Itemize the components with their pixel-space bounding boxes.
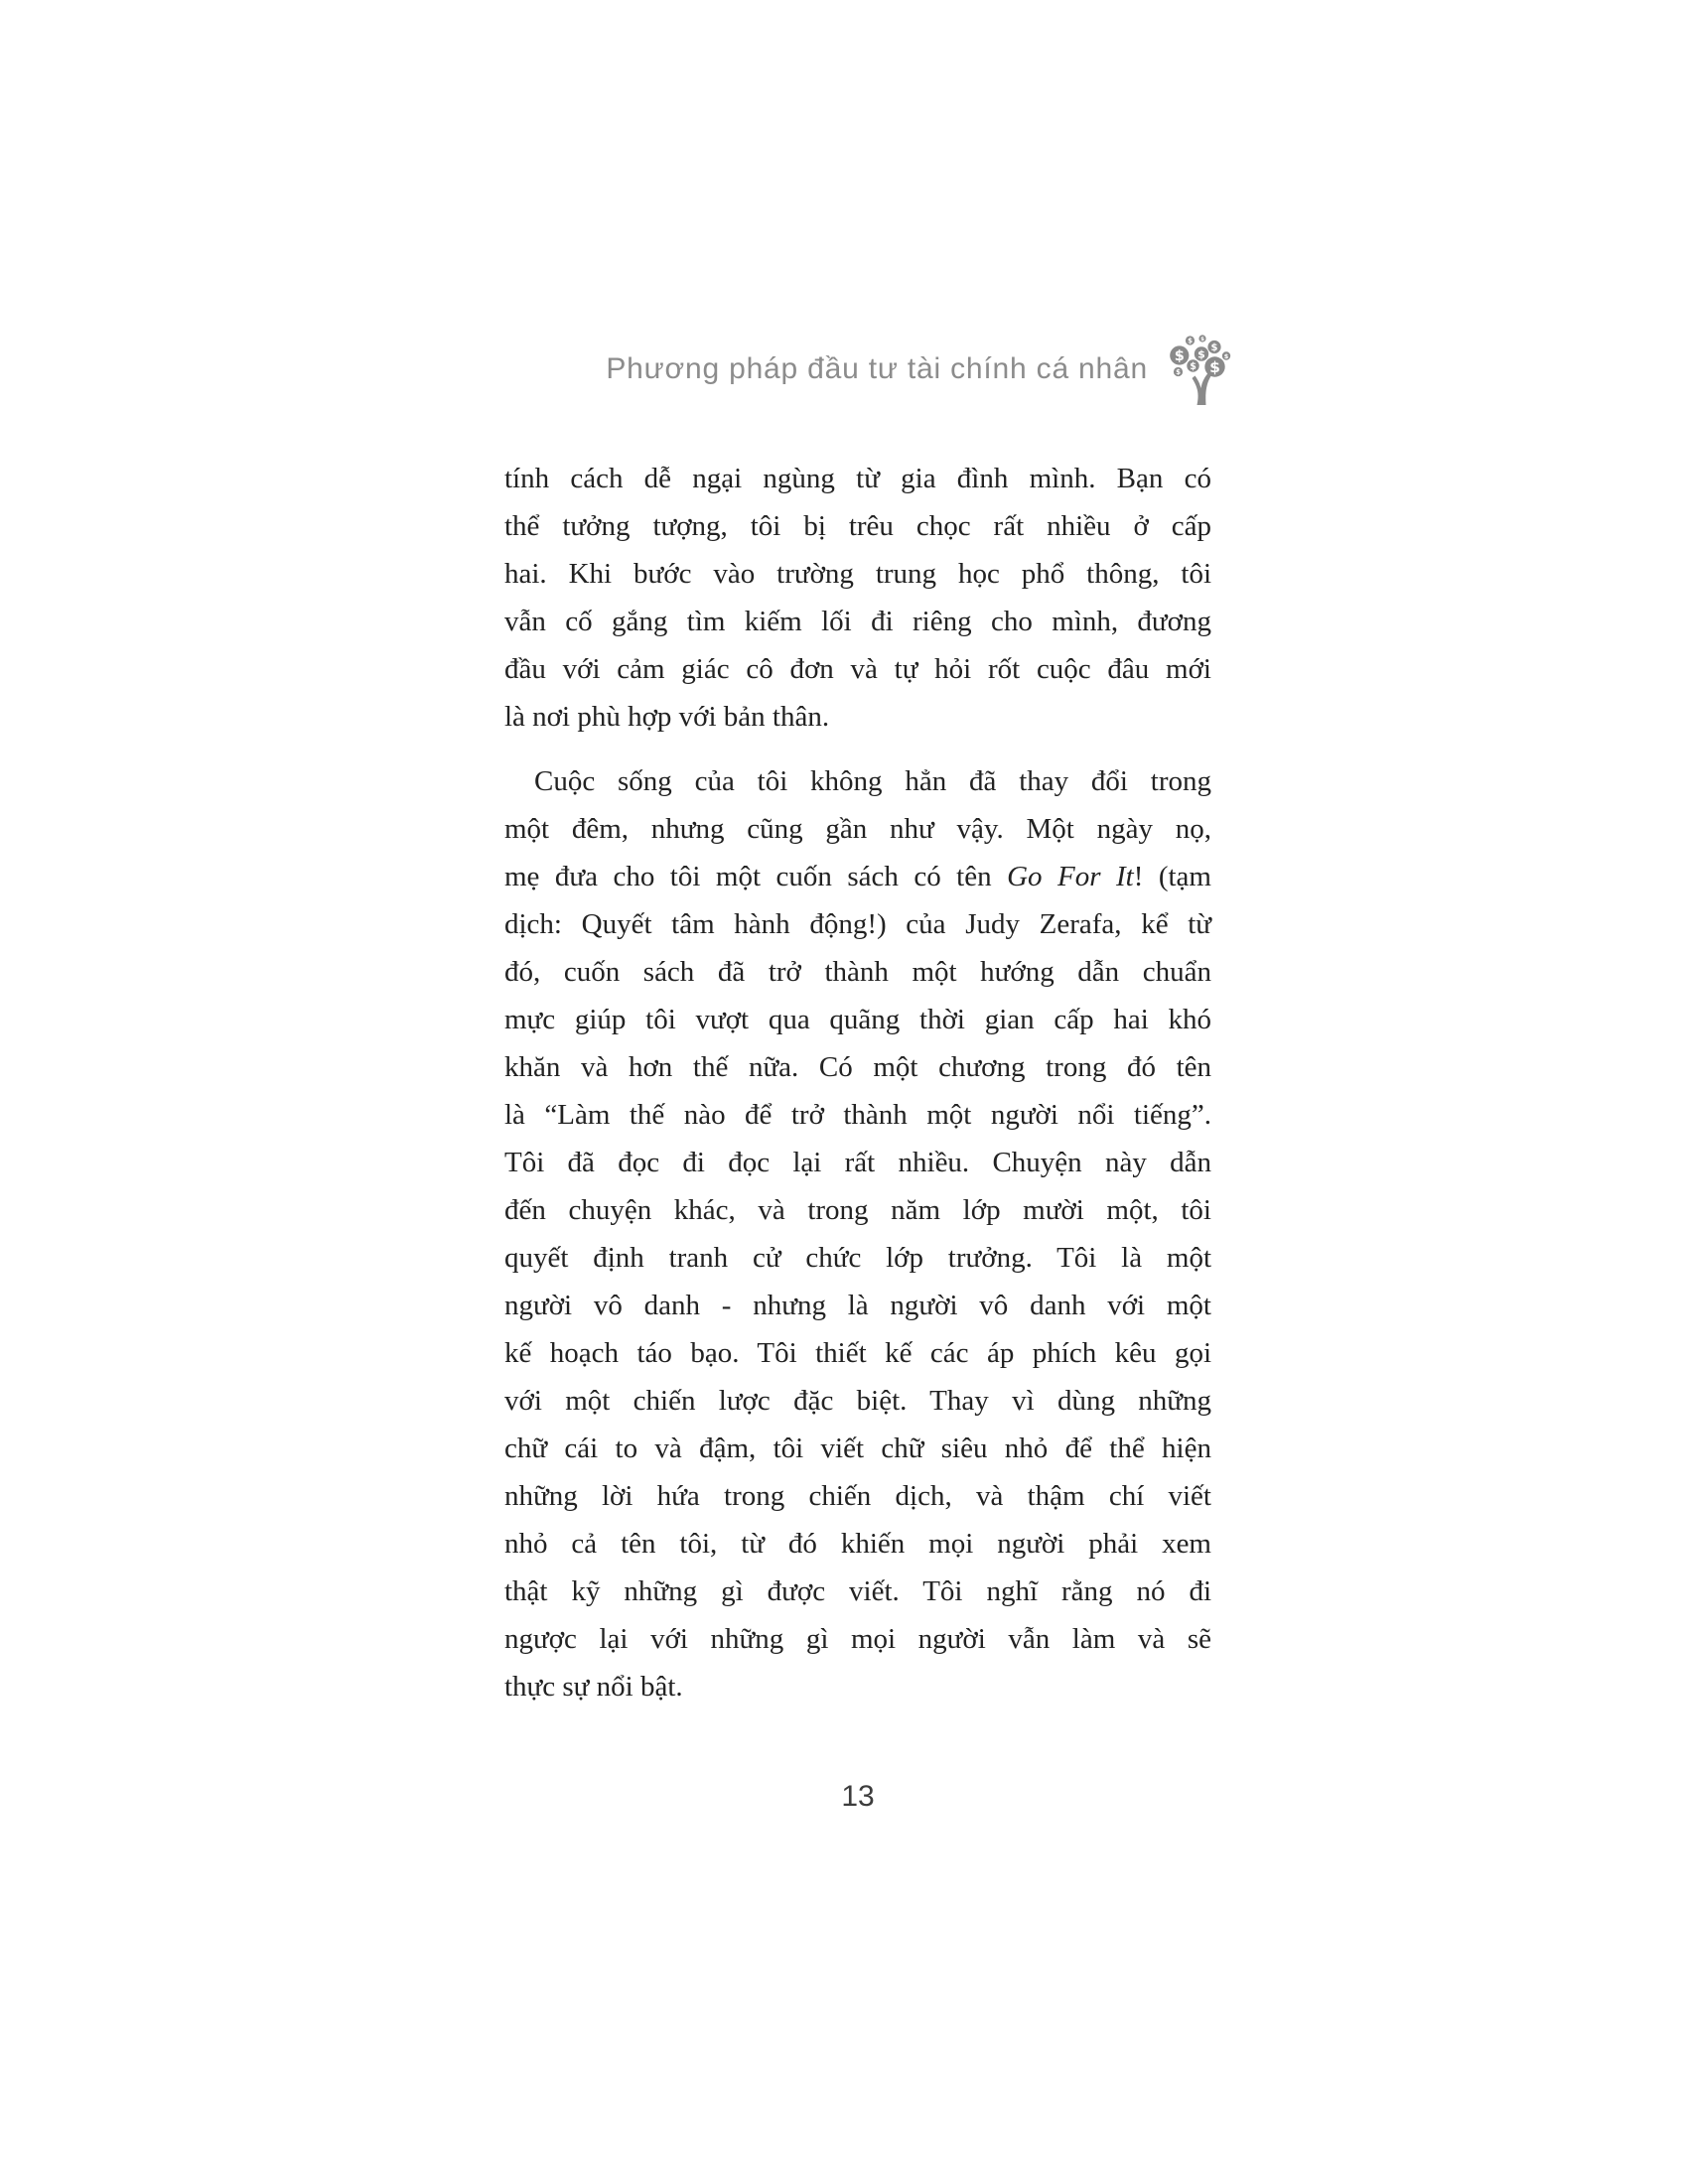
text-line: những lời hứa trong chiến dịch, và thậm chí viết — [504, 1480, 1211, 1512]
text-line: đến chuyện khác, và trong năm lớp mười một, tôi — [504, 1194, 1211, 1226]
text-line: khăn và hơn thế nữa. Có một chương trong đó tên — [504, 1051, 1211, 1083]
text-line: là nơi phù hợp với bản thân. — [504, 701, 830, 733]
text-line: tính cách dễ ngại ngùng từ gia đình mình. Bạn có — [504, 463, 1211, 494]
text-line: dịch: Quyết tâm hành động!) của Judy Zerafa, kể từ — [504, 908, 1211, 940]
money-tree-icon — [1170, 334, 1233, 405]
running-head-title: Phương pháp đầu tư tài chính cá nhân — [606, 352, 1148, 385]
text-line: đó, cuốn sách đã trở thành một hướng dẫn chuẩn — [504, 956, 1211, 988]
text-line: nhỏ cả tên tôi, từ đó khiến mọi người phải xem — [504, 1528, 1211, 1560]
text-line: Cuộc sống của tôi không hẳn đã thay đổi trong — [534, 765, 1211, 797]
text-line: mẹ đưa cho tôi một cuốn sách có tên Go For It! (tạm — [504, 861, 1211, 892]
text-line: với một chiến lược đặc biệt. Thay vì dùng những — [504, 1385, 1211, 1417]
svg-text:$: $ — [1210, 342, 1218, 353]
text-line: quyết định tranh cử chức lớp trưởng. Tôi là một — [504, 1242, 1211, 1274]
text-line: thể tưởng tượng, tôi bị trêu chọc rất nhiều ở cấp — [504, 510, 1211, 542]
text-line: người vô danh - nhưng là người vô danh với một — [504, 1290, 1211, 1321]
text-line: mực giúp tôi vượt qua quãng thời gian cấp hai khó — [504, 1004, 1211, 1035]
page-header — [606, 334, 1233, 405]
text-line: là “Làm thế nào để trở thành một người nổi tiếng”. — [504, 1099, 1211, 1131]
svg-text:$: $ — [1197, 347, 1205, 361]
svg-text:$: $ — [1174, 348, 1185, 364]
text-line: một đêm, nhưng cũng gần như vậy. Một ngày nọ, — [504, 813, 1211, 845]
text-line: ngược lại với những gì mọi người vẫn làm và sẽ — [504, 1623, 1211, 1655]
body-text — [504, 455, 1211, 1710]
text-line: thật kỹ những gì được viết. Tôi nghĩ rằng nó đi — [504, 1575, 1211, 1607]
paragraph — [504, 455, 1211, 741]
text-line: thực sự nổi bật. — [504, 1671, 683, 1703]
text-line: kế hoạch táo bạo. Tôi thiết kế các áp phích kêu gọi — [504, 1337, 1211, 1369]
svg-text:$: $ — [1223, 351, 1229, 360]
svg-text:$: $ — [1188, 337, 1193, 345]
svg-text:$: $ — [1176, 368, 1181, 376]
page-number: 13 — [841, 1780, 875, 1813]
svg-text:$: $ — [1200, 337, 1204, 342]
text-line: Tôi đã đọc đi đọc lại rất nhiều. Chuyện này dẫn — [504, 1147, 1211, 1178]
text-line: vẫn cố gắng tìm kiếm lối đi riêng cho mình, đương — [504, 606, 1211, 637]
text-line: đầu với cảm giác cô đơn và tự hỏi rốt cuộc đâu mới — [504, 653, 1211, 685]
paragraph — [504, 757, 1211, 1710]
text-line: hai. Khi bước vào trường trung học phổ thông, tôi — [504, 558, 1211, 590]
svg-text:$: $ — [1209, 358, 1220, 376]
text-line: chữ cái to và đậm, tôi viết chữ siêu nhỏ để thể hiện — [504, 1433, 1211, 1464]
svg-text:$: $ — [1190, 360, 1196, 372]
